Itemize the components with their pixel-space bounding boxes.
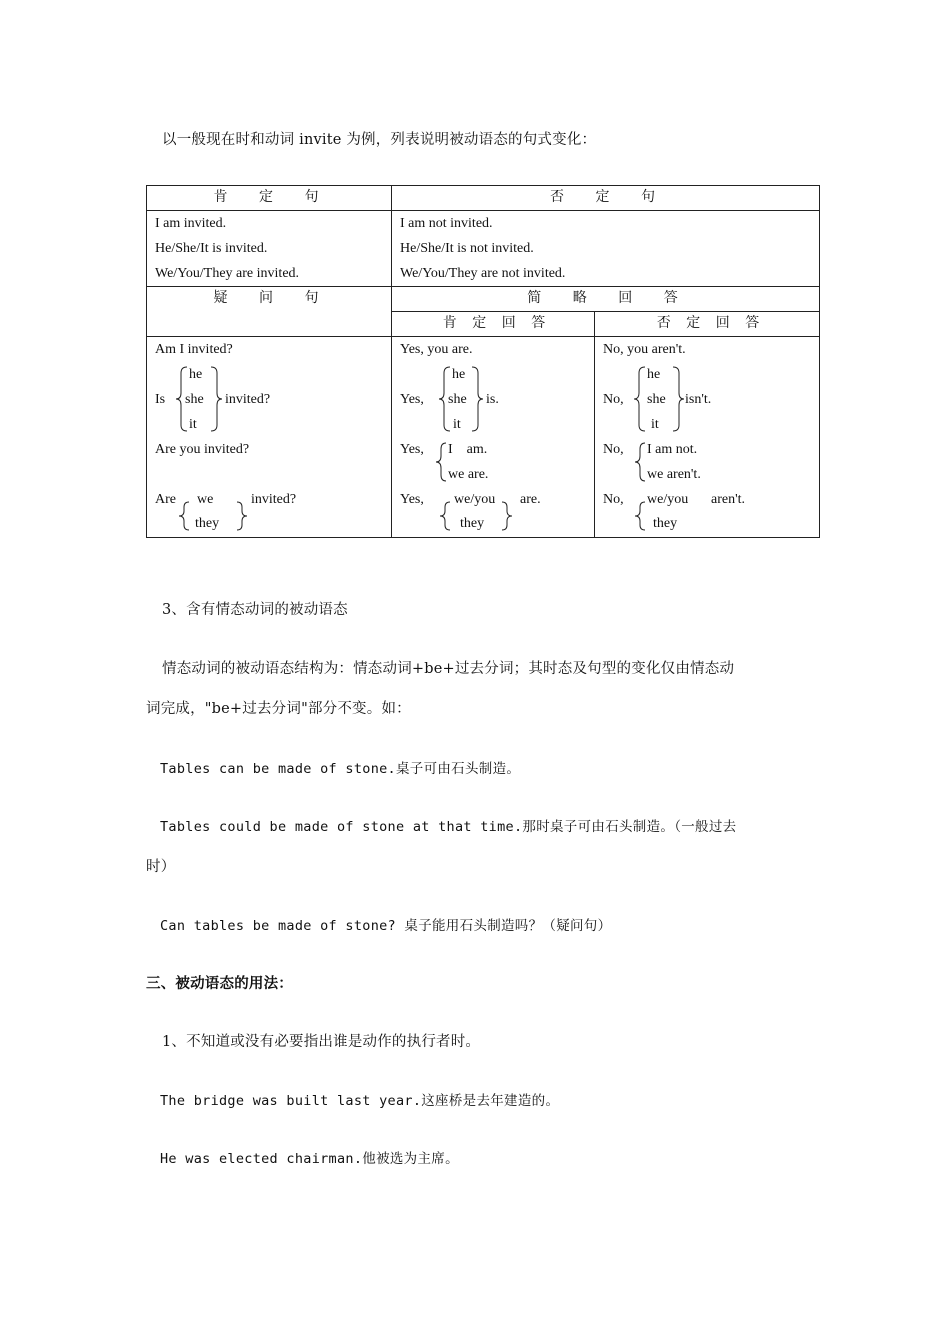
- affirmative-row: I am invited.: [155, 216, 227, 231]
- question-4-option: they: [195, 516, 220, 531]
- question-2-pre: Is: [155, 392, 166, 407]
- no-answer-3-pre: No,: [603, 442, 624, 457]
- header-negative: 否 定 句: [392, 186, 820, 211]
- usage-example-1: The bridge was built last year.这座桥是去年建造的。: [160, 1093, 560, 1109]
- question-2-post: invited?: [225, 392, 271, 407]
- questions-cell: [147, 337, 392, 538]
- yes-answer-4-option: we/you: [454, 492, 496, 507]
- affirmative-row: We/You/They are invited.: [155, 266, 300, 281]
- question-4-post: invited?: [251, 492, 297, 507]
- yes-answer-4-pre: Yes,: [400, 492, 424, 507]
- right-brace-icon: [209, 365, 223, 433]
- usage-point-1: 1、不知道或没有必要指出谁是动作的执行者时。: [162, 1034, 481, 1050]
- negative-row: I am not invited.: [400, 216, 493, 231]
- question-1: Am I invited?: [155, 342, 233, 357]
- no-answers-cell: [595, 337, 820, 538]
- header-short-answer: 简 略 回 答: [392, 287, 820, 312]
- yes-answer-4-post: are.: [520, 492, 541, 507]
- no-answer-4-post: aren't.: [711, 492, 746, 507]
- left-brace-icon: [438, 500, 452, 532]
- affirmative-cell: [147, 211, 392, 287]
- yes-answer-3-line: I am.: [448, 442, 488, 457]
- negative-row: He/She/It is not invited.: [400, 241, 534, 256]
- intro-text: 以一般现在时和动词 invite 为例，列表说明被动语态的句式变化：: [162, 132, 597, 148]
- header-short-no: 否 定 回 答: [595, 312, 820, 337]
- usage-heading: 三、被动语态的用法：: [146, 975, 293, 992]
- usage-example-2: He was elected chairman.他被选为主席。: [160, 1151, 459, 1167]
- section3-title: 3、含有情态动词的被动语态: [162, 602, 348, 618]
- yes-answer-4-option: they: [460, 516, 485, 531]
- yes-answer-2-post: is.: [486, 392, 499, 407]
- question-2-option: he: [189, 367, 203, 382]
- header-interrogative: 疑 问 句: [147, 287, 392, 337]
- no-answer-1: No, you aren't.: [603, 342, 686, 357]
- right-brace-icon: [470, 365, 484, 433]
- negative-cell: [392, 211, 820, 287]
- negative-row: We/You/They are not invited.: [400, 266, 566, 281]
- passive-voice-table: [146, 185, 820, 538]
- left-brace-icon: [633, 500, 647, 532]
- question-2-option: it: [189, 417, 197, 432]
- section3-example-3: Can tables be made of stone? 桌子能用石头制造吗？（疑问句）: [160, 918, 612, 934]
- question-3: Are you invited?: [155, 442, 250, 457]
- right-brace-icon: [235, 500, 249, 532]
- section3-example-2-line1: Tables could be made of stone at that time.那时桌子可由石头制造。（一般过去: [160, 819, 737, 835]
- no-answer-2-option: he: [647, 367, 661, 382]
- section3-example-2-line2: 时）: [146, 859, 176, 875]
- header-short-yes: 肯 定 回 答: [392, 312, 595, 337]
- question-4-option: we: [197, 492, 214, 507]
- yes-answer-2-option: she: [448, 392, 467, 407]
- yes-answer-1: Yes, you are.: [400, 342, 473, 357]
- no-answer-2-post: isn't.: [685, 392, 712, 407]
- left-brace-icon: [633, 365, 647, 433]
- left-brace-icon: [434, 441, 448, 483]
- no-answer-2-option: she: [647, 392, 666, 407]
- section3-desc-line1: 情态动词的被动语态结构为：情态动词+be+过去分词；其时态及句型的变化仅由情态动: [162, 661, 735, 677]
- section3-desc-line2: 词完成，"be+过去分词"部分不变。如：: [146, 701, 411, 717]
- right-brace-icon: [671, 365, 685, 433]
- affirmative-row: He/She/It is invited.: [155, 241, 268, 256]
- yes-answer-3-pre: Yes,: [400, 442, 424, 457]
- no-answer-4-option: we/you: [647, 492, 689, 507]
- left-brace-icon: [177, 500, 191, 532]
- no-answer-4-pre: No,: [603, 492, 624, 507]
- yes-answers-cell: [392, 337, 595, 538]
- right-brace-icon: [500, 500, 514, 532]
- yes-answer-3-line: we are.: [448, 467, 489, 482]
- no-answer-4-option: they: [653, 516, 678, 531]
- left-brace-icon: [633, 441, 647, 483]
- yes-answer-2-option: he: [452, 367, 466, 382]
- yes-answer-2-option: it: [453, 417, 461, 432]
- question-4-pre: Are: [155, 492, 176, 507]
- header-affirmative: 肯 定 句: [147, 186, 392, 211]
- question-2-option: she: [185, 392, 204, 407]
- yes-answer-2-pre: Yes,: [400, 392, 424, 407]
- no-answer-3-line: we aren't.: [647, 467, 701, 482]
- section3-example-1: Tables can be made of stone.桌子可由石头制造。: [160, 761, 521, 777]
- no-answer-2-option: it: [651, 417, 659, 432]
- no-answer-3-line: I am not.: [647, 442, 698, 457]
- no-answer-2-pre: No,: [603, 392, 624, 407]
